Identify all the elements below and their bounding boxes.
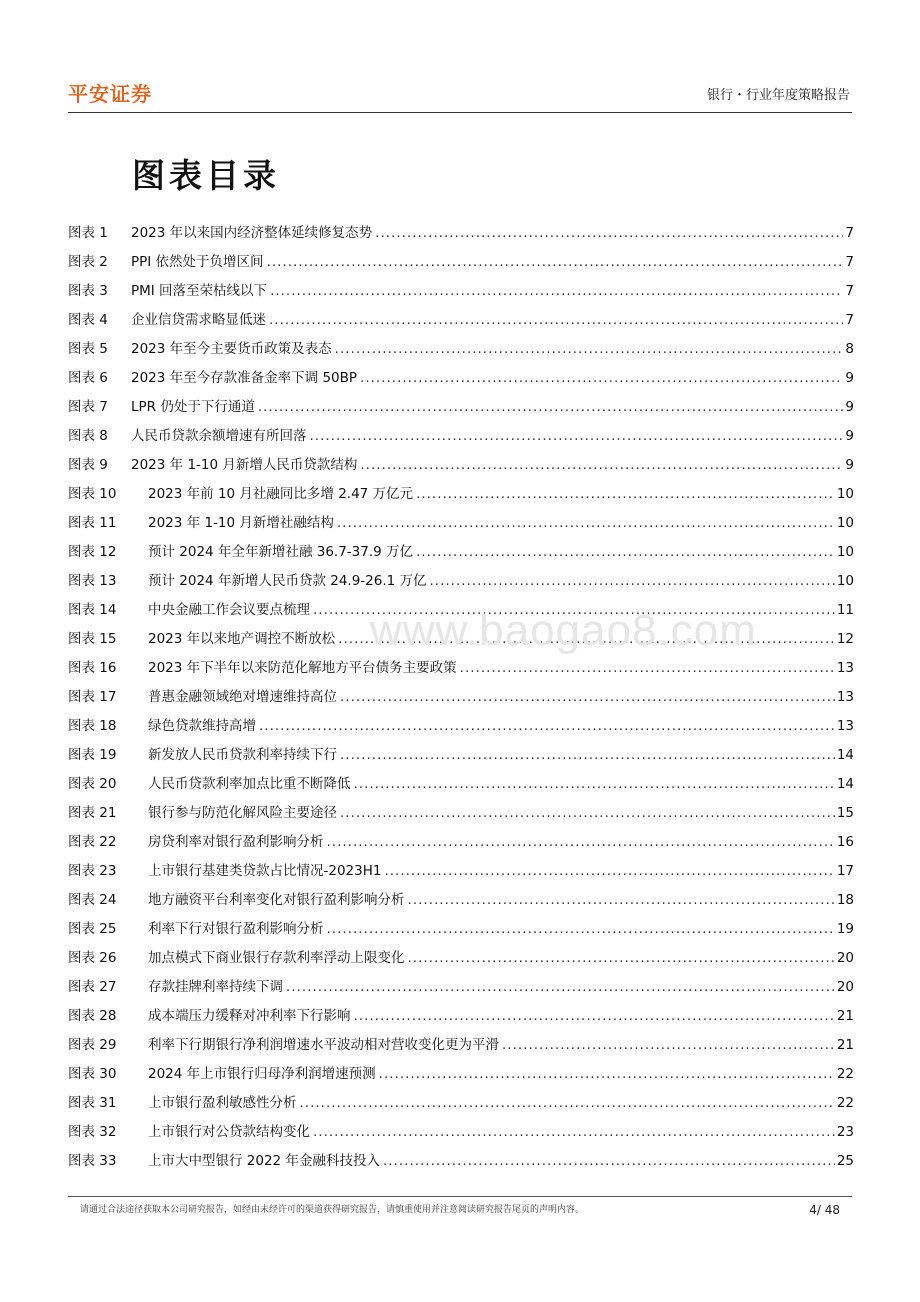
toc-figure-title: 2023 年至今存款准备金率下调 50BP [131, 370, 358, 386]
toc-figure-label: 图表 8 [68, 428, 108, 444]
toc-figure-label: 图表 31 [68, 1095, 117, 1111]
toc-figure-title: 地方融资平台利率变化对银行盈利影响分析 [148, 892, 405, 908]
page-number: 4/ 48 [809, 1203, 840, 1217]
toc-entry[interactable] [68, 683, 854, 712]
toc-entry[interactable] [68, 1031, 854, 1060]
toc-dot-leader [379, 1060, 835, 1089]
toc-entry[interactable] [68, 944, 854, 973]
toc-figure-label: 图表 2 [68, 254, 108, 270]
toc-entry[interactable] [68, 1147, 854, 1176]
toc-dot-leader [354, 1002, 835, 1031]
toc-page-number: 16 [836, 834, 854, 850]
toc-dot-leader [460, 654, 835, 683]
toc-figure-label: 图表 29 [68, 1037, 117, 1053]
toc-figure-title: 人民币贷款利率加点比重不断降低 [148, 776, 351, 792]
toc-dot-leader [360, 451, 843, 480]
toc-entry[interactable] [68, 973, 854, 1002]
toc-dot-leader [384, 857, 834, 886]
toc-page-number: 13 [836, 718, 854, 734]
toc-entry[interactable] [68, 712, 854, 741]
toc-entry[interactable] [68, 335, 854, 364]
toc-page-number: 14 [836, 776, 854, 792]
toc-page-number: 22 [836, 1066, 854, 1082]
toc-page-number: 7 [845, 254, 854, 270]
toc-page-number: 19 [836, 921, 854, 937]
toc-figure-title: 房贷利率对银行盈利影响分析 [148, 834, 324, 850]
toc-page-number: 13 [836, 689, 854, 705]
toc-figure-title: 2023 年下半年以来防范化解地方平台债务主要政策 [148, 660, 457, 676]
toc-figure-label: 图表 13 [68, 573, 117, 589]
toc-figure-label: 图表 12 [68, 544, 117, 560]
toc-dot-leader [375, 219, 843, 248]
toc-page-number: 12 [836, 631, 854, 647]
toc-entry[interactable] [68, 248, 854, 277]
toc-figure-label: 图表 1 [68, 225, 108, 241]
toc-figure-label: 图表 32 [68, 1124, 117, 1140]
toc-page-number: 23 [836, 1124, 854, 1140]
toc-figure-label: 图表 10 [68, 486, 117, 502]
toc-dot-leader [502, 1031, 835, 1060]
toc-page-number: 10 [836, 515, 854, 531]
toc-dot-leader [408, 944, 835, 973]
toc-entry[interactable] [68, 799, 854, 828]
toc-figure-label: 图表 7 [68, 399, 108, 415]
toc-figure-title: PMI 回落至荣枯线以下 [131, 283, 268, 299]
toc-page-number: 21 [836, 1037, 854, 1053]
toc-figure-label: 图表 9 [68, 457, 108, 473]
toc-page-number: 18 [836, 892, 854, 908]
toc-page-number: 9 [845, 399, 854, 415]
toc-figure-title: 上市银行盈利敏感性分析 [148, 1095, 297, 1111]
toc-dot-leader [327, 915, 835, 944]
toc-figure-title: 利率下行期银行净利润增速水平波动相对营收变化更为平滑 [148, 1037, 499, 1053]
toc-dot-leader [300, 1089, 835, 1118]
toc-figure-title: 中央金融工作会议要点梳理 [148, 602, 310, 618]
toc-page-number: 9 [845, 457, 854, 473]
toc-figure-label: 图表 24 [68, 892, 117, 908]
toc-page-number: 22 [836, 1095, 854, 1111]
header-divider [68, 112, 852, 113]
toc-figure-title: 上市银行基建类贷款占比情况-2023H1 [148, 863, 382, 879]
toc-figure-title: 2024 年上市银行归母净利润增速预测 [148, 1066, 376, 1082]
toc-page-number: 8 [845, 341, 854, 357]
toc-page-number: 7 [845, 283, 854, 299]
toc-entry[interactable] [68, 625, 854, 654]
toc-entry[interactable] [68, 509, 854, 538]
toc-dot-leader [338, 625, 835, 654]
toc-entry[interactable] [68, 915, 854, 944]
toc-page-number: 14 [836, 747, 854, 763]
toc-page-number: 7 [845, 225, 854, 241]
toc-dot-leader [340, 741, 835, 770]
toc-page-number: 20 [836, 950, 854, 966]
toc-figure-label: 图表 14 [68, 602, 117, 618]
toc-figure-title: 加点模式下商业银行存款利率浮动上限变化 [148, 950, 405, 966]
report-title: 银行・行业年度策略报告 [706, 88, 850, 103]
toc-dot-leader [340, 799, 835, 828]
toc-figure-title: 普惠金融领域绝对增速维持高位 [148, 689, 337, 705]
toc-figure-title: 预计 2024 年全年新增社融 36.7-37.9 万亿 [148, 544, 414, 560]
toc-dot-leader [416, 480, 835, 509]
toc-figure-title: 企业信贷需求略显低迷 [131, 312, 266, 328]
toc-entry[interactable] [68, 567, 854, 596]
toc-dot-leader [313, 596, 835, 625]
toc-page-number: 9 [845, 370, 854, 386]
toc-figure-title: 2023 年前 10 月社融同比多增 2.47 万亿元 [148, 486, 414, 502]
company-logo: 平安证券 [68, 82, 152, 106]
toc-dot-leader [383, 1147, 835, 1176]
toc-figure-label: 图表 19 [68, 747, 117, 763]
toc-dot-leader [313, 1118, 835, 1147]
watermark: www.baogao8.com [370, 606, 757, 655]
toc-entry[interactable] [68, 219, 854, 248]
toc-dot-leader [270, 277, 843, 306]
toc-figure-label: 图表 25 [68, 921, 117, 937]
toc-figure-title: 2023 年至今主要货币政策及表态 [131, 341, 332, 357]
toc-page-number: 25 [836, 1153, 854, 1169]
toc-page-number: 11 [836, 602, 854, 618]
toc-entry[interactable] [68, 277, 854, 306]
toc-entry[interactable] [68, 1002, 854, 1031]
toc-figure-title: 2023 年以来国内经济整体延续修复态势 [131, 225, 373, 241]
toc-page-number: 9 [845, 428, 854, 444]
toc-page-number: 20 [836, 979, 854, 995]
toc-entry[interactable] [68, 393, 854, 422]
table-of-figures [68, 219, 854, 1176]
toc-dot-leader [259, 712, 835, 741]
toc-figure-title: 银行参与防范化解风险主要途径 [148, 805, 337, 821]
toc-entry[interactable] [68, 364, 854, 393]
toc-figure-title: PPI 依然处于负增区间 [131, 254, 264, 270]
toc-entry[interactable] [68, 1060, 854, 1089]
toc-entry[interactable] [68, 1118, 854, 1147]
toc-entry[interactable] [68, 480, 854, 509]
toc-dot-leader [340, 683, 835, 712]
toc-figure-title: 利率下行对银行盈利影响分析 [148, 921, 324, 937]
toc-dot-leader [286, 973, 835, 1002]
toc-entry[interactable] [68, 741, 854, 770]
toc-figure-title: 成本端压力缓释对冲利率下行影响 [148, 1008, 351, 1024]
toc-figure-label: 图表 21 [68, 805, 117, 821]
toc-page-number: 10 [836, 573, 854, 589]
toc-dot-leader [416, 538, 835, 567]
toc-figure-label: 图表 22 [68, 834, 117, 850]
toc-page-number: 21 [836, 1008, 854, 1024]
page-title: 图表目录 [132, 156, 280, 195]
toc-page-number: 10 [836, 544, 854, 560]
toc-figure-title: 存款挂牌利率持续下调 [148, 979, 283, 995]
toc-figure-title: 上市大中型银行 2022 年金融科技投入 [148, 1153, 380, 1169]
toc-dot-leader [327, 828, 835, 857]
toc-entry[interactable] [68, 828, 854, 857]
toc-dot-leader [337, 509, 835, 538]
toc-figure-label: 图表 6 [68, 370, 108, 386]
toc-entry[interactable] [68, 596, 854, 625]
toc-entry[interactable] [68, 654, 854, 683]
toc-entry[interactable] [68, 422, 854, 451]
footer-divider [68, 1196, 852, 1197]
toc-page-number: 15 [836, 805, 854, 821]
toc-figure-label: 图表 4 [68, 312, 108, 328]
toc-figure-label: 图表 20 [68, 776, 117, 792]
toc-dot-leader [267, 248, 844, 277]
toc-figure-label: 图表 26 [68, 950, 117, 966]
toc-entry[interactable] [68, 886, 854, 915]
toc-dot-leader [408, 886, 835, 915]
toc-entry[interactable] [68, 857, 854, 886]
toc-entry[interactable] [68, 538, 854, 567]
toc-figure-title: 2023 年 1-10 月新增社融结构 [148, 515, 334, 531]
toc-figure-label: 图表 30 [68, 1066, 117, 1082]
toc-page-number: 13 [836, 660, 854, 676]
footer-disclaimer: 请通过合法途径获取本公司研究报告，如经由未经许可的渠道获得研究报告，请慎重使用并注意阅读研究报告尾页的声明内容。 [80, 1205, 585, 1215]
toc-figure-label: 图表 16 [68, 660, 117, 676]
toc-figure-label: 图表 11 [68, 515, 117, 531]
toc-figure-label: 图表 28 [68, 1008, 117, 1024]
toc-figure-title: 绿色贷款维持高增 [148, 718, 256, 734]
toc-figure-title: 上市银行对公贷款结构变化 [148, 1124, 310, 1140]
toc-figure-title: 2023 年以来地产调控不断放松 [148, 631, 336, 647]
toc-figure-title: 预计 2024 年新增人民币贷款 24.9-26.1 万亿 [148, 573, 427, 589]
toc-figure-label: 图表 5 [68, 341, 108, 357]
toc-page-number: 10 [836, 486, 854, 502]
toc-page-number: 17 [836, 863, 854, 879]
toc-entry[interactable] [68, 451, 854, 480]
toc-figure-label: 图表 18 [68, 718, 117, 734]
toc-entry[interactable] [68, 770, 854, 799]
toc-figure-label: 图表 15 [68, 631, 117, 647]
toc-dot-leader [354, 770, 835, 799]
toc-page-number: 7 [845, 312, 854, 328]
toc-figure-label: 图表 17 [68, 689, 117, 705]
toc-figure-title: 2023 年 1-10 月新增人民币贷款结构 [131, 457, 358, 473]
toc-entry[interactable] [68, 306, 854, 335]
toc-figure-title: 新发放人民币贷款利率持续下行 [148, 747, 337, 763]
toc-figure-label: 图表 3 [68, 283, 108, 299]
toc-figure-label: 图表 33 [68, 1153, 117, 1169]
toc-entry[interactable] [68, 1089, 854, 1118]
toc-figure-label: 图表 23 [68, 863, 117, 879]
toc-dot-leader [310, 422, 844, 451]
toc-dot-leader [258, 393, 844, 422]
toc-figure-label: 图表 27 [68, 979, 117, 995]
toc-dot-leader [335, 335, 844, 364]
toc-figure-title: 人民币贷款余额增速有所回落 [131, 428, 307, 444]
toc-figure-title: LPR 仍处于下行通道 [131, 399, 255, 415]
toc-dot-leader [430, 567, 835, 596]
toc-dot-leader [360, 364, 843, 393]
toc-dot-leader [269, 306, 843, 335]
